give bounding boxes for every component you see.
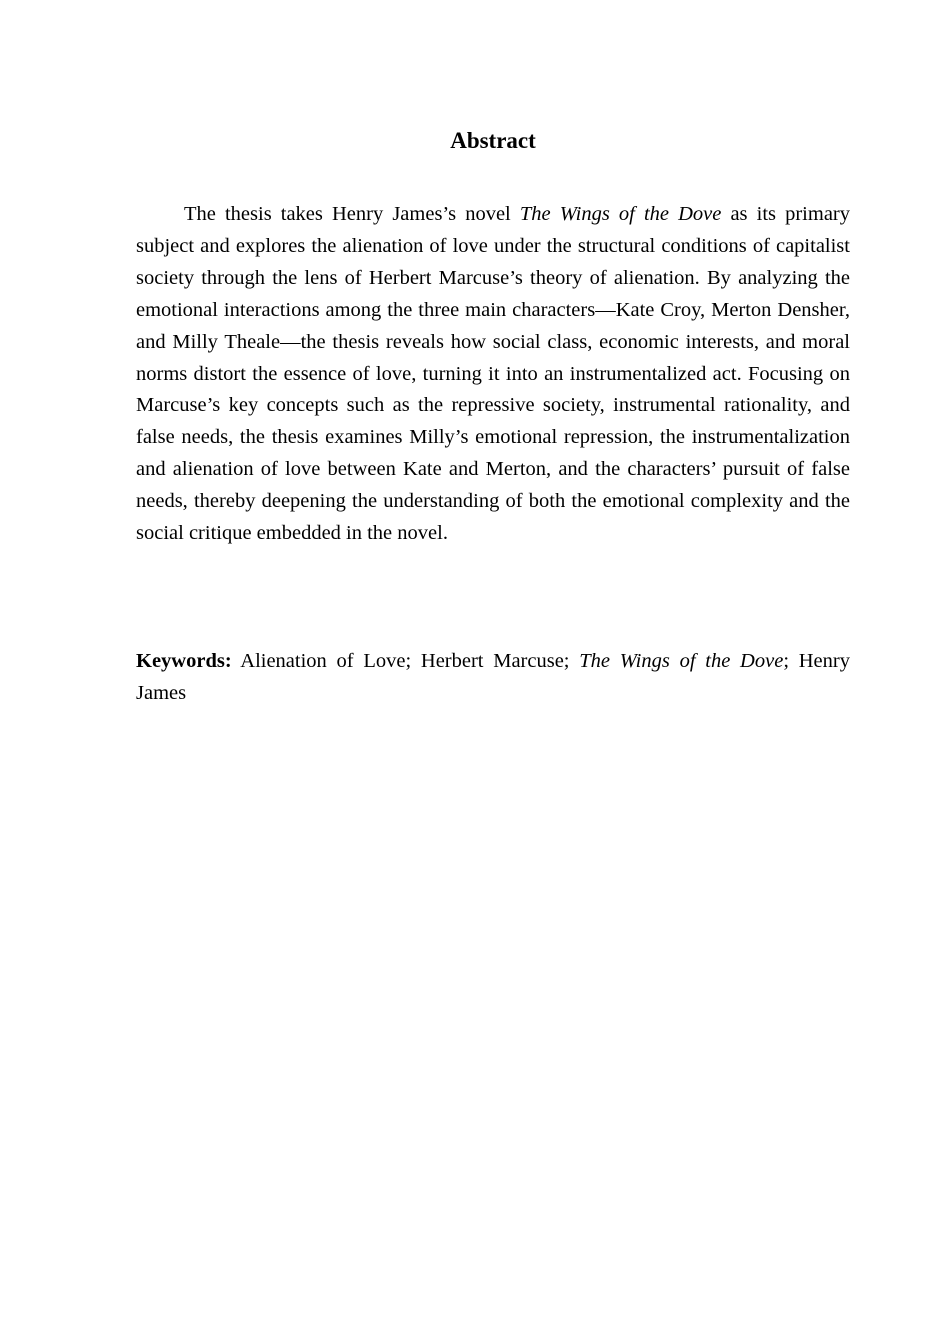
- page-title: Abstract: [450, 128, 536, 153]
- keywords-label: Keywords:: [136, 650, 232, 672]
- keywords-text-start: Alienation of Love; Herbert Marcuse;: [231, 650, 580, 672]
- abstract-book-title: The Wings of the Dove: [519, 203, 722, 225]
- keywords-book-title: The Wings of the Dove: [579, 650, 784, 672]
- keywords-paragraph: [136, 646, 850, 710]
- abstract-paragraph: [136, 199, 850, 550]
- abstract-text-rest: as its primary subject and explores the alienation of love under the structural conditions of capitalist society through the lens of Herbert Marcuse’s theory of alienation. By analyzing the emotional interactions among the three main characters—Kate Croy, Merton Densher, and Milly Theale—the thesis reveals how social class, economic interests, and moral norms distort the essence of love, turning it into an instrumentalized act. Focusing on Marcuse’s key concepts such as the repressive society, instrumental rationality, and false needs, the thesis examines Milly’s emotional repression, the instrumentalization and alienation of love between Kate and Merton, and the characters’ pursuit of false needs, thereby deepening the understanding of both the emotional complexity and the social critique embedded in the novel.: [136, 203, 850, 545]
- abstract-text-start: The thesis takes Henry James’s novel: [184, 203, 520, 225]
- keywords-text-rest: ; Henry James: [136, 650, 850, 704]
